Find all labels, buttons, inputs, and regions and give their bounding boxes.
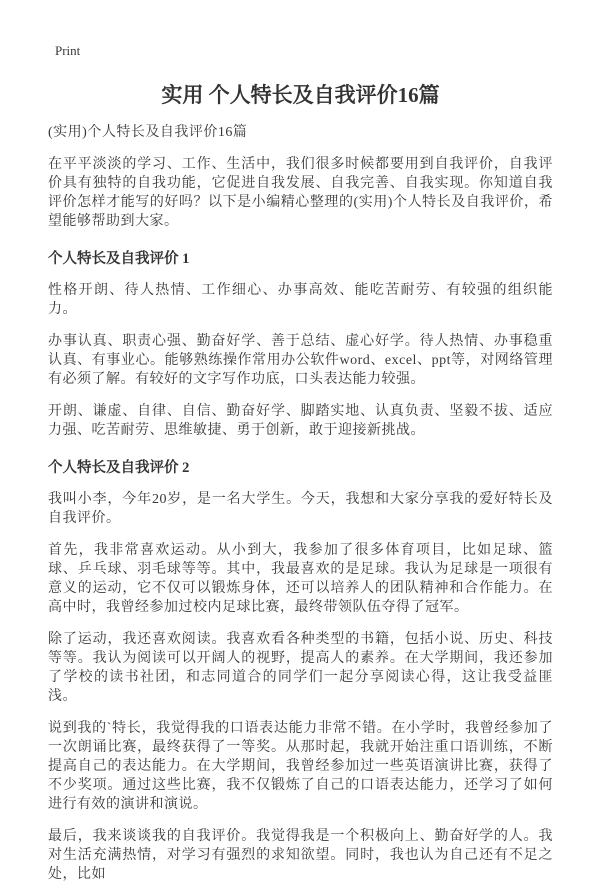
section-2-paragraph-1: 我叫小李，今年20岁，是一名大学生。今天，我想和大家分享我的爱好特长及自我评价。 bbox=[48, 492, 553, 526]
section-1-paragraph-2: 办事认真、职责心强、勤奋好学、善于总结、虚心好学。待人热情、办事稳重认真、有事业心。能够熟练操作常用办公软件word、excel、ppt等，对网络管理有必须了解。有较好的文字写作功底，口头表达能力较强。 bbox=[48, 334, 553, 387]
section-2-paragraph-2: 首先，我非常喜欢运动。从小到大，我参加了很多体育项目，比如足球、篮球、乒乓球、羽毛球等等。其中，我最喜欢的是足球。我认为足球是一项很有意义的运动，它不仅可以锻炼身体，还可以培养人的团队精神和合作能力。在高中时，我曾经参加过校内足球比赛，最终带领队伍夺得了冠军。 bbox=[48, 543, 553, 615]
section-2-paragraph-3: 除了运动，我还喜欢阅读。我喜欢看各种类型的书籍，包括小说、历史、科技等等。我认为阅读可以开阔人的视野，提高人的素养。在大学期间，我还参加了学校的读书社团，和志同道合的同学们一起分享阅读心得，这让我受益匪浅。 bbox=[48, 632, 553, 704]
subtitle: (实用)个人特长及自我评价16篇 bbox=[48, 125, 248, 140]
section-2-paragraph-5: 最后，我来谈谈我的自我评价。我觉得我是一个积极向上、勤奋好学的人。我对生活充满热情，对学习有强烈的求知欲望。同时，我也认为自己还有不足之处，比如 bbox=[48, 829, 553, 882]
intro-paragraph: 在平平淡淡的学习、工作、生活中，我们很多时候都要用到自我评价，自我评价具有独特的自我功能，它促进自我发展、自我完善、自我实现。你知道自我评价怎样才能写的好吗？以下是小编精心整理的(实用)个人特长及自我评价，希望能够帮助到大家。 bbox=[48, 157, 553, 229]
section-2-paragraph-4: 说到我的`特长，我觉得我的口语表达能力非常不错。在小学时，我曾经参加了一次朗诵比赛，最终获得了一等奖。从那时起，我就开始注重口语训练，不断提高自己的表达能力。在大学期间，我曾经参加过一些英语演讲比赛，获得了不少奖项。通过这些比赛，我不仅锻炼了自己的口语表达能力，还学习了如何进行有效的演讲和演说。 bbox=[48, 721, 553, 812]
section-1-paragraph-1: 性格开朗、待人热情、工作细心、办事高效、能吃苦耐劳、有较强的组织能力。 bbox=[48, 283, 553, 317]
print-button[interactable]: Print bbox=[55, 43, 81, 58]
section-1-heading: 个人特长及自我评价 1 bbox=[48, 251, 190, 267]
section-2-heading: 个人特长及自我评价 2 bbox=[48, 460, 190, 476]
page-title: 实用 个人特长及自我评价16篇 bbox=[161, 83, 440, 107]
section-1-paragraph-3: 开朗、谦虚、自律、自信、勤奋好学、脚踏实地、认真负责、坚毅不拔、适应力强、吃苦耐劳、思维敏捷、勇于创新，敢于迎接新挑战。 bbox=[48, 404, 553, 438]
